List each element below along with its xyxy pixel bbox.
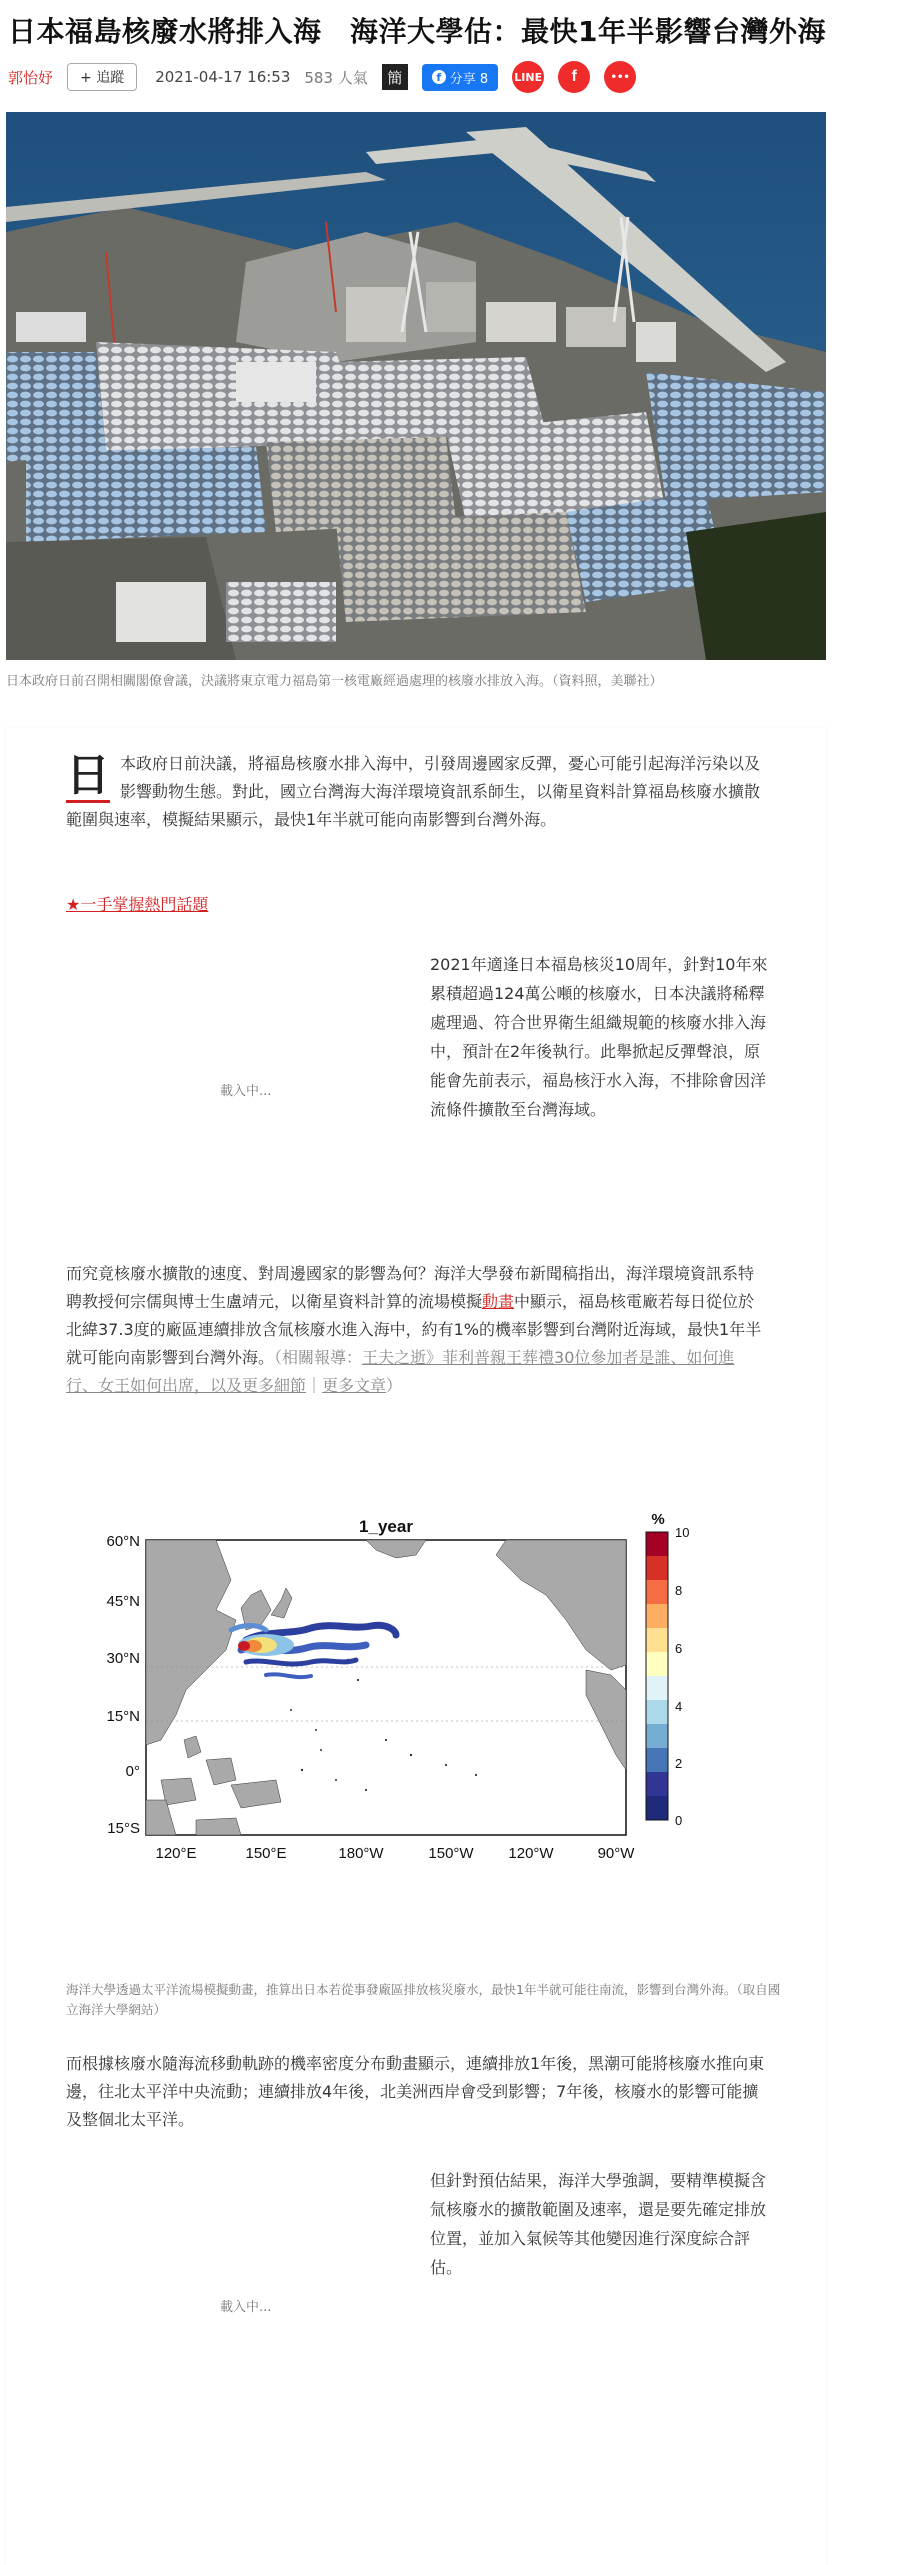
facebook-share-button[interactable]	[422, 64, 498, 91]
article-title: 日本福島核廢水將排入海 海洋大學估：最快1年半影響台灣外海	[8, 15, 826, 48]
lat-label: 45°N	[106, 1593, 140, 1610]
paragraph-simulation-text-a: 而究竟核廢水擴散的速度、對周邊國家的影響為何？海洋大學發布新聞稿指出，海洋環境資訊系特聘教授何宗儒與博士生盧靖元，以衛星資料計算的流場模擬	[66, 1264, 755, 1311]
simplified-chinese-button[interactable]: 簡	[382, 64, 408, 90]
colorbar-tick: 4	[675, 1699, 683, 1714]
hot-topics-link[interactable]: ★一手掌握熱門話題	[66, 895, 209, 914]
facebook-icon: f	[432, 70, 446, 84]
latitude-labels	[106, 1533, 140, 1837]
paragraph-simulation-text-b: 中顯示，福島核電廠若每日從位於北緯37.3度的廠區連續排放含氚核廢水進入海中，約有1%的機率影響到台灣附近海域，最快1年半就可能向南影響到台灣外海。	[66, 1292, 762, 1367]
ad-loading-text: 載入中...	[220, 1084, 272, 1099]
lon-label: 150°E	[245, 1845, 287, 1862]
colorbar-tick: 10	[675, 1525, 690, 1540]
article-content	[6, 728, 826, 2565]
colorbar	[646, 1532, 668, 1820]
related-separator: ｜	[306, 1376, 323, 1395]
lat-label: 0°	[125, 1763, 140, 1780]
paragraph-spread: 而根據核廢水隨海流移動軌跡的機率密度分布動畫顯示，連續排放1年後，黑潮可能將核廢水推向東邊，往北太平洋中央流動；連續排放4年後，北美洲西岸會受到影響；7年後，核廢水的影響可能擴及整個北太平洋。	[66, 2054, 765, 2129]
ad-loading-text-2: 載入中...	[220, 2300, 272, 2315]
line-share-button[interactable]: LINE	[512, 61, 544, 93]
follow-button[interactable]: + 追蹤	[67, 63, 137, 91]
lat-label: 60°N	[106, 1533, 140, 1550]
share-count-label: 分享 8	[449, 71, 489, 87]
colorbar-tick: 6	[675, 1641, 683, 1656]
colorbar-ticks	[675, 1525, 689, 1828]
paragraph-intro-text: 本政府日前決議，將福島核廢水排入海中，引發周邊國家反彈，憂心可能引起海洋污染以及影響動物生態。對此，國立台灣海大海洋環境資訊系師生，以衛星資料計算福島核廢水擴散範圍與速率，模擬結果顯示，最快1年半就可能向南影響到台灣外海。	[66, 754, 761, 829]
lon-label: 90°W	[597, 1845, 635, 1862]
map-caption: 海洋大學透過太平洋流場模擬動畫，推算出日本若從事發廠區排放核災廢水，最快1年半就可能往南流，影響到台灣外海。（取自國立海洋大學網站）	[66, 1982, 781, 2017]
lon-label: 150°W	[428, 1845, 474, 1862]
nuclear-plant-aerial-photo	[6, 112, 826, 660]
lat-label: 15°S	[107, 1820, 140, 1837]
lon-label: 120°W	[508, 1845, 554, 1862]
paragraph-intro	[66, 750, 766, 834]
more-articles-link[interactable]: 更多文章	[322, 1376, 387, 1395]
facebook-button[interactable]: f	[558, 61, 590, 93]
colorbar-tick: 0	[675, 1813, 683, 1828]
colorbar-tick: 2	[675, 1756, 683, 1771]
colorbar-unit: %	[651, 1511, 665, 1528]
hero-photo	[6, 112, 826, 660]
longitude-labels	[155, 1845, 635, 1862]
article-meta-bar	[8, 62, 650, 92]
related-open: （相關報導：	[274, 1348, 363, 1367]
hero-caption: 日本政府日前召開相關閣僚會議，決議將東京電力福島第一核電廠經過處理的核廢水排放入海。（資料照，美聯社）	[6, 674, 663, 689]
lat-label: 30°N	[106, 1650, 140, 1667]
animation-link[interactable]: 動畫	[482, 1292, 515, 1311]
lon-label: 180°W	[338, 1845, 384, 1862]
paragraph-simulation	[66, 1260, 766, 1400]
more-share-button[interactable]: •••	[604, 61, 636, 93]
lat-label: 15°N	[106, 1708, 140, 1725]
related-article-link[interactable]: 王夫之逝》菲利普親王葬禮30位參加者是誰、如何進行、女王如何出席，以及更多細節	[66, 1348, 735, 1395]
related-close: ）	[386, 1376, 403, 1395]
dropcap-letter: 日	[66, 750, 110, 801]
publish-date: 2021-04-17 16:53	[155, 68, 291, 86]
map-title: 1_year	[359, 1517, 413, 1536]
dispersion-map-figure	[66, 1440, 766, 1975]
colorbar-tick: 8	[675, 1583, 683, 1598]
view-count: 583 人氣	[304, 68, 368, 87]
author-link[interactable]: 郭怡妤	[8, 68, 54, 87]
side-paragraph-2: 但針對預估結果，海洋大學強調，要精準模擬含氚核廢水的擴散範圍及速率，還是要先確定排放位置，並加入氣候等其他變因進行深度綜合評估。	[430, 2171, 767, 2277]
dispersion-map	[66, 1440, 766, 1975]
side-paragraph-1: 2021年適逢日本福島核災10周年，針對10年來累積超過124萬公噸的核廢水，日本決議將稀釋處理過、符合世界衛生組織規範的核廢水排入海中，預計在2年後執行。此舉掀起反彈聲浪，原能會先前表示，福島核汙水入海，不排除會因洋流條件擴散至台灣海域。	[430, 955, 768, 1119]
lon-label: 120°E	[155, 1845, 197, 1862]
